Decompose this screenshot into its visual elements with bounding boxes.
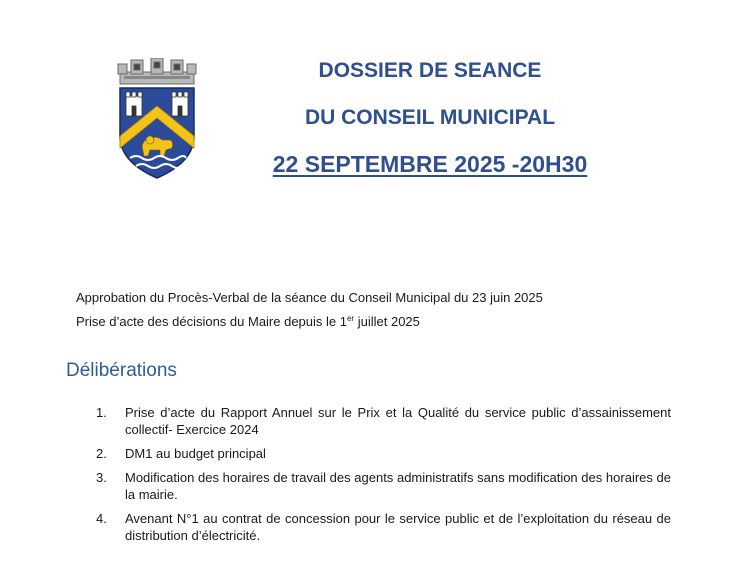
intro-line-pv: Approbation du Procès-Verbal de la séance du Conseil Municipal du 23 juin 2025 [76, 290, 543, 305]
list-item-number: 4. [96, 511, 107, 526]
list-item-number: 3. [96, 470, 107, 485]
list-item-text: Prise d’acte du Rapport Annuel sur le Prix et la Qualité du service public d’assainissement collectif- Exercice 2024 [125, 405, 671, 437]
tower-icon [126, 92, 142, 116]
list-item-text: DM1 au budget principal [125, 446, 266, 461]
title-line-2: DU CONSEIL MUNICIPAL [304, 106, 556, 129]
list-item [96, 510, 671, 544]
list-item-text: Avenant N°1 au contrat de concession pour le service public et de l’exploitation du réseau de distribution d’électricité. [125, 511, 671, 543]
coat-of-arms-logo [114, 58, 200, 182]
intro-line2-prefix: Prise d’acte des décisions du Maire depuis le 1 [76, 314, 347, 329]
tower-icon [172, 92, 188, 116]
list-item [96, 469, 671, 503]
intro-line2-suffix: juillet 2025 [354, 314, 420, 329]
list-item-number: 2. [96, 446, 107, 461]
title-line-1: DOSSIER DE SEANCE [318, 59, 542, 82]
list-item [96, 404, 671, 438]
superscript-er: er [346, 314, 355, 323]
list-item-number: 1. [96, 405, 107, 420]
list-item [96, 445, 671, 462]
intro-line-decisions [76, 314, 420, 329]
section-heading: Délibérations [66, 360, 177, 381]
deliberations-list [96, 404, 671, 551]
list-item-text: Modification des horaires de travail des agents administratifs sans modification des horaires de la mairie. [125, 470, 671, 502]
title-date: 22 SEPTEMBRE 2025 -20H30 [272, 151, 588, 177]
mural-crown-icon [118, 58, 196, 84]
